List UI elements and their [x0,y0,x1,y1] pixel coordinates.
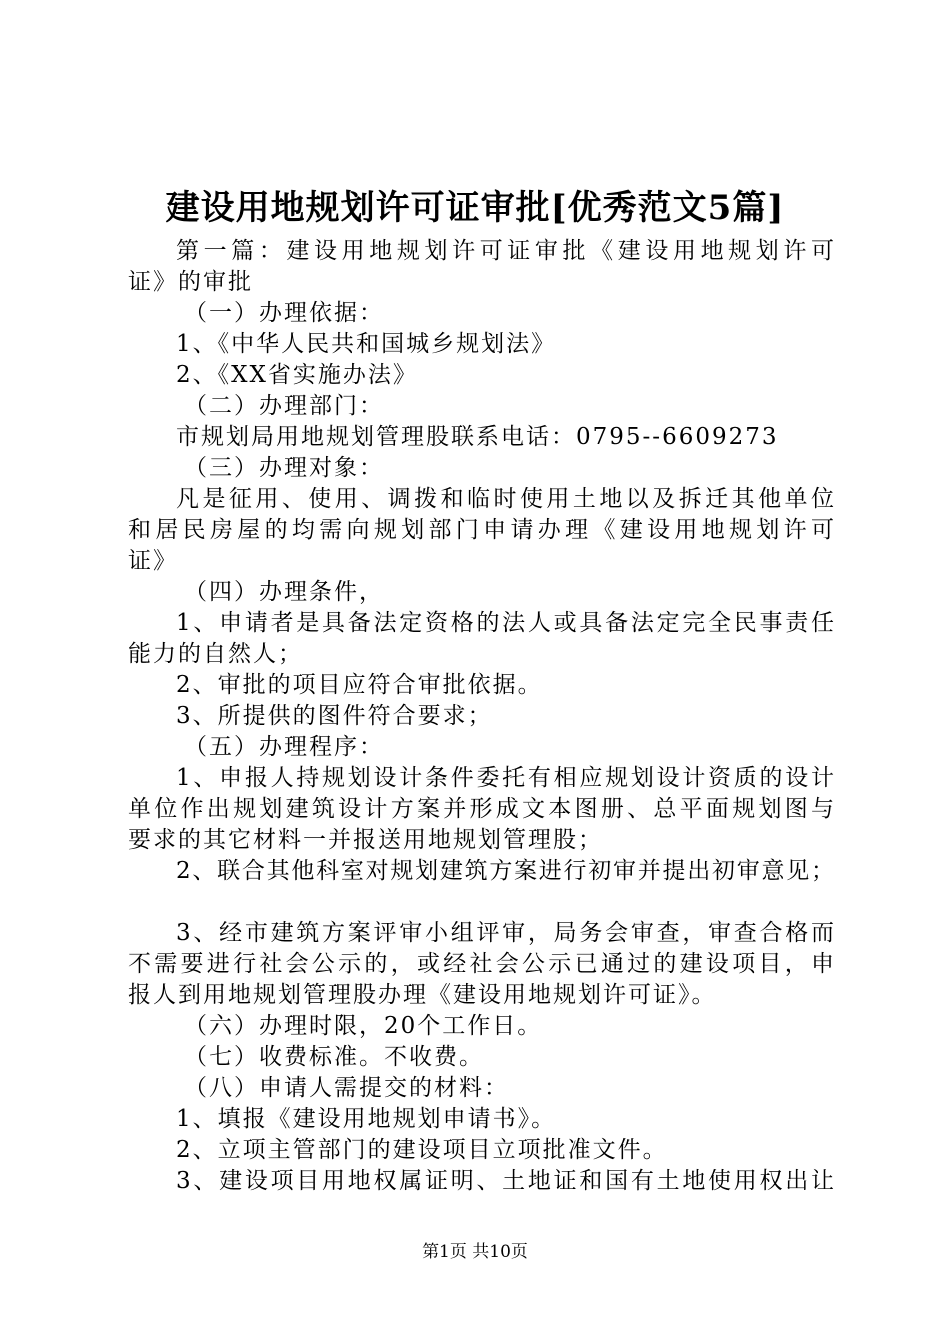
paragraph-line: 不需要进行社会公示的，或经社会公示已通过的建设项目，申 [128,951,834,977]
blank-line [128,887,834,918]
section-heading: （三）办理对象： [184,455,384,481]
page-footer: 第1页 共10页 [422,1242,528,1262]
list-item: 2、立项主管部门的建设项目立项批准文件。 [176,1137,668,1163]
list-item: 3、经市建筑方案评审小组评审，局务会审查，审查合格而 [176,920,834,946]
paragraph-line: 单位作出规划建筑设计方案并形成文本图册、总平面规划图与 [128,796,834,822]
list-item: 2、《XX省实施办法》 [176,362,418,388]
section-heading: （八）申请人需提交的材料： [184,1075,509,1101]
list-item: 2、联合其他科室对规划建筑方案进行初审并提出初审意见； [176,858,834,884]
list-item: 2、审批的项目应符合审批依据。 [176,672,543,698]
paragraph-line: 能力的自然人； [128,641,303,667]
section-heading: （六）办理时限，20个工作日。 [184,1013,543,1039]
section-heading: （一）办理依据： [184,300,384,326]
paragraph-line: 凡是征用、使用、调拨和临时使用土地以及拆迁其他单位 [176,486,834,512]
document-body [128,236,834,1197]
paragraph-line: 证》的审批 [128,269,253,295]
section-heading: （四）办理条件， [184,579,384,605]
list-item: 1、申请者是具备法定资格的法人或具备法定完全民事责任 [176,610,834,636]
paragraph-line: 市规划局用地规划管理股联系电话：0795--6609273 [176,424,779,450]
list-item: 1、填报《建设用地规划申请书》。 [176,1106,557,1132]
list-item: 1、申报人持规划设计条件委托有相应规划设计资质的设计 [176,765,834,791]
section-heading: （二）办理部门： [184,393,384,419]
paragraph-line: 要求的其它材料一并报送用地规划管理股； [128,827,603,853]
list-item: 3、所提供的图件符合要求； [176,703,493,729]
section-heading: （七）收费标准。不收费。 [184,1044,484,1070]
list-item: 1、《中华人民共和国城乡规划法》 [176,331,557,357]
paragraph-line: 证》 [128,548,178,574]
paragraph-line: 和居民房屋的均需向规划部门申请办理《建设用地规划许可 [128,517,834,543]
section-heading: （五）办理程序： [184,734,384,760]
document-title: 建设用地规划许可证审批[优秀范文5篇] [165,188,785,228]
paragraph-line: 第一篇：建设用地规划许可证审批《建设用地规划许可 [176,238,834,264]
list-item: 3、建设项目用地权属证明、土地证和国有土地使用权出让 [176,1168,834,1194]
paragraph-line: 报人到用地规划管理股办理《建设用地规划许可证》。 [128,982,717,1008]
